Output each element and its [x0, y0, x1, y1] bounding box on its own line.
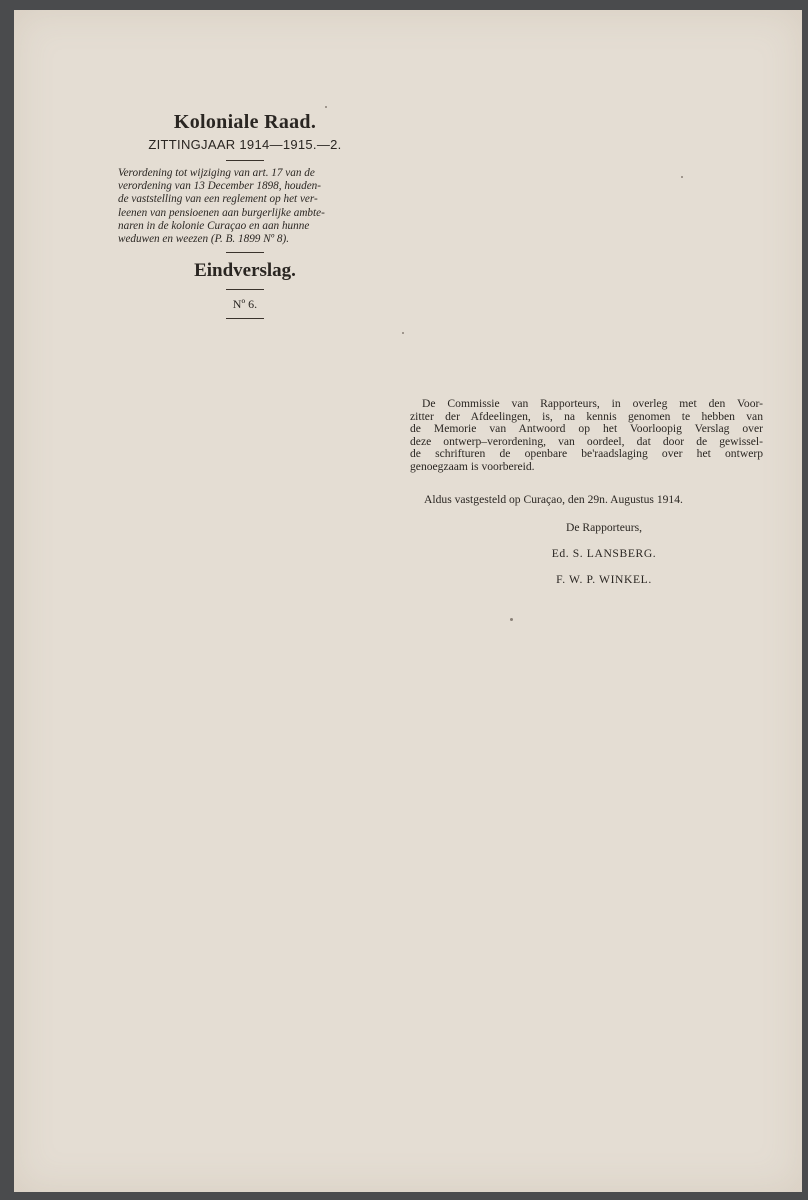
- signatory-name: Ed. S. LANSBERG.: [551, 547, 657, 560]
- body-paragraph: [410, 398, 763, 473]
- subject-line: Verordening tot wijziging van art. 17 van de: [118, 167, 315, 179]
- report-body: [410, 398, 763, 599]
- subject-line: naren in de kolonie Curaçao en aan hunne: [118, 219, 310, 232]
- body-line: de Memorie van Antwoord op het Voorloopig Verslag over: [410, 422, 763, 435]
- paper-speck: [325, 106, 327, 108]
- body-line: genoegzaam is voorbereid.: [410, 459, 535, 473]
- paper-speck: [402, 332, 404, 334]
- report-number: Nº 6.: [232, 297, 258, 312]
- signatory-name: F. W. P. WINKEL.: [556, 573, 652, 586]
- divider: [226, 289, 264, 290]
- signatories-heading: De Rapporteurs,: [566, 521, 642, 534]
- subject-line: leenen van pensioenen aan burgerlijke ambte-: [118, 206, 325, 219]
- header-block: [114, 110, 376, 325]
- body-line: deze ontwerp–verordening, van oordeel, dat door de gewissel-: [410, 434, 763, 448]
- document-page: [14, 10, 802, 1192]
- body-line: de schrifturen de openbare be'raadslaging over het ontwerp: [410, 447, 763, 460]
- paper-speck: [510, 618, 513, 621]
- divider: [226, 318, 264, 319]
- divider: [226, 252, 264, 253]
- paper-speck: [681, 176, 683, 178]
- body-line: zitter der Afdeelingen, is, na kennis genomen te hebben van: [410, 409, 763, 423]
- signatories-block: [410, 521, 763, 587]
- subject-line: de vaststelling van een reglement op het ver-: [118, 193, 318, 206]
- divider: [226, 160, 264, 161]
- body-line: De Commissie van Rapporteurs, in overleg met den Voor-: [422, 397, 763, 410]
- ordinance-subject: [118, 167, 372, 246]
- council-title: Koloniale Raad.: [173, 111, 317, 133]
- report-title: Eindverslag.: [194, 260, 296, 282]
- session-year: ZITTINGJAAR 1914—1915.—2.: [148, 137, 342, 152]
- dateline: Aldus vastgesteld op Curaçao, den 29n. Augustus 1914.: [424, 493, 683, 506]
- subject-line: verordening van 13 December 1898, houden-: [118, 180, 321, 193]
- subject-line: weduwen en weezen (P. B. 1899 Nº 8).: [118, 233, 290, 246]
